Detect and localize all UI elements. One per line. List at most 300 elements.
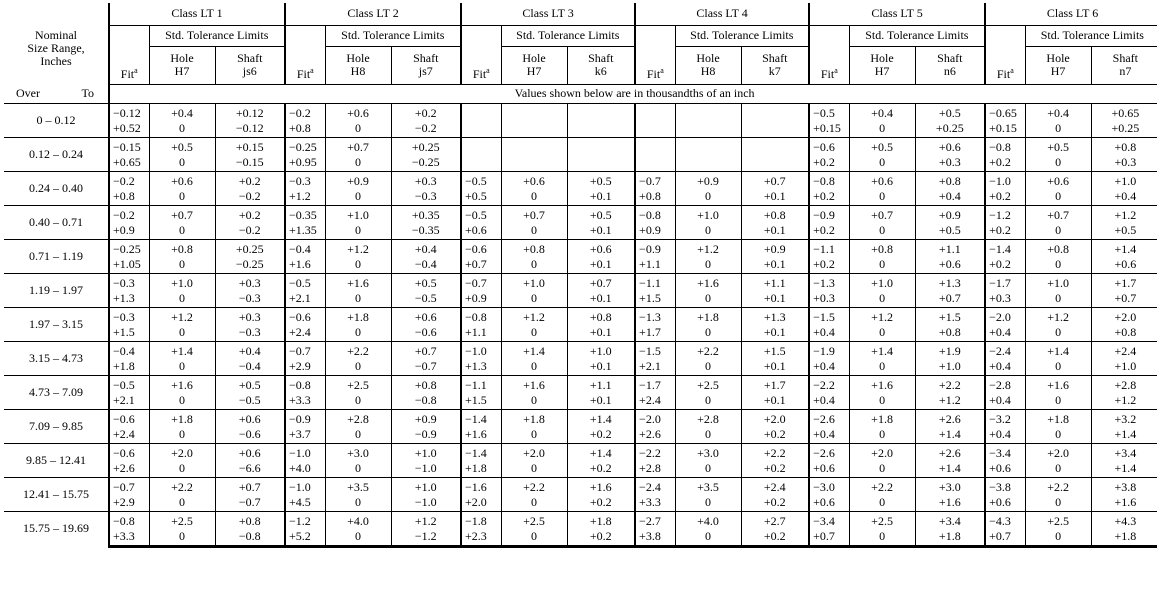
hole-cell <box>849 273 915 307</box>
upper-value <box>639 107 642 120</box>
upper-value: +1.0 <box>171 275 193 290</box>
upper-value: +2.8 <box>697 411 719 426</box>
lower-value: 0 <box>355 222 362 237</box>
hole-header-6 <box>1025 46 1091 84</box>
upper-value: +2.0 <box>1114 309 1137 324</box>
table-row <box>4 205 1157 239</box>
fit-footnote-mark: a <box>134 65 138 75</box>
lower-value: +0.4 <box>813 358 835 373</box>
upper-value: +2.0 <box>171 445 193 460</box>
lower-value: +4.5 <box>289 494 311 509</box>
size-range-cell: 0.40 – 0.71 <box>4 205 109 239</box>
hole-cell <box>325 341 391 375</box>
upper-value: +1.8 <box>523 411 545 426</box>
upper-value: +1.0 <box>414 479 437 494</box>
upper-value: +3.2 <box>1114 411 1137 426</box>
over-label: Over <box>16 85 40 100</box>
lower-value: 0 <box>179 154 185 169</box>
upper-value: +1.0 <box>871 275 893 290</box>
lower-value: +0.2 <box>763 460 786 475</box>
upper-value: +0.35 <box>411 207 440 222</box>
upper-value: −2.4 <box>639 479 661 494</box>
shaft-cell <box>915 341 985 375</box>
hole-header-5 <box>849 46 915 84</box>
hole-cell <box>1025 375 1091 409</box>
lower-value: 0 <box>179 494 185 509</box>
upper-value: −1.4 <box>465 445 487 460</box>
fit-label: Fit <box>996 66 1011 81</box>
upper-value: +1.4 <box>1047 343 1069 358</box>
shaft-cell <box>391 409 461 443</box>
lower-value: −0.25 <box>411 154 440 169</box>
upper-value: −0.2 <box>113 207 135 222</box>
upper-value <box>568 107 635 120</box>
lower-value: −0.5 <box>414 290 437 305</box>
lower-value: 0 <box>879 222 886 237</box>
hole-cell <box>149 443 215 477</box>
shaft-cell <box>567 171 635 205</box>
lower-value: +1.4 <box>1114 426 1137 441</box>
shaft-cell <box>915 375 985 409</box>
lower-value: +2.9 <box>113 494 135 509</box>
fit-cell <box>109 443 149 477</box>
size-range-cell: 0.12 – 0.24 <box>4 137 109 171</box>
lower-value: 0 <box>531 460 538 475</box>
upper-value: +0.4 <box>171 105 193 120</box>
upper-value: +1.7 <box>1114 275 1137 290</box>
lower-value: +0.5 <box>1114 222 1137 237</box>
hole-grade: H7 <box>174 64 190 78</box>
upper-value: −1.0 <box>989 173 1011 188</box>
hole-cell <box>675 239 741 273</box>
upper-value: +0.6 <box>523 173 545 188</box>
lower-value: −0.7 <box>238 494 261 509</box>
lower-value: +0.7 <box>465 256 487 271</box>
lower-value: +0.4 <box>989 358 1011 373</box>
fit-cell <box>985 239 1025 273</box>
lower-value: −0.6 <box>238 426 261 441</box>
upper-value: −0.15 <box>113 139 141 154</box>
hole-label: Hole <box>170 51 194 65</box>
units-note: Values shown below are in thousandths of an inch <box>109 84 1157 103</box>
upper-value: −2.0 <box>639 411 661 426</box>
hole-cell <box>1025 409 1091 443</box>
lower-value: 0 <box>879 358 886 373</box>
upper-value: −0.5 <box>465 207 487 222</box>
upper-value: +0.7 <box>414 343 437 358</box>
fit-cell <box>461 443 501 477</box>
upper-value: +0.8 <box>763 207 786 222</box>
lower-value: +0.8 <box>113 188 135 203</box>
lower-value: +2.3 <box>465 528 487 543</box>
fit-cell <box>285 443 325 477</box>
shaft-cell <box>391 137 461 171</box>
fit-cell <box>985 171 1025 205</box>
lower-value: +0.3 <box>1114 154 1137 169</box>
fit-cell <box>985 511 1025 546</box>
fit-cell <box>635 409 675 443</box>
fit-header-2 <box>285 25 325 84</box>
hole-cell <box>1025 477 1091 511</box>
shaft-cell <box>1091 137 1157 171</box>
fit-cell <box>461 341 501 375</box>
fit-cell <box>109 273 149 307</box>
hole-cell <box>849 477 915 511</box>
lower-value: −0.3 <box>238 290 261 305</box>
upper-value: −0.65 <box>989 105 1017 120</box>
fit-cell <box>109 205 149 239</box>
shaft-cell <box>741 341 809 375</box>
fit-label: Fit <box>472 66 487 81</box>
lower-value: +0.2 <box>989 256 1011 271</box>
lower-value <box>639 156 642 169</box>
upper-value: −1.1 <box>465 377 487 392</box>
upper-value: +2.2 <box>871 479 893 494</box>
lower-value: +3.3 <box>289 392 311 407</box>
lower-value: 0 <box>1055 324 1062 339</box>
lower-value: 0 <box>1055 528 1062 543</box>
lower-value: −0.7 <box>414 358 437 373</box>
class-header-2: Class LT 2 <box>285 3 461 25</box>
std-tolerance-header-6: Std. Tolerance Limits <box>1025 25 1157 46</box>
upper-value: +1.0 <box>347 207 369 222</box>
lower-value: −0.2 <box>414 120 437 135</box>
shaft-cell <box>1091 103 1157 137</box>
fit-cell <box>985 307 1025 341</box>
table-row <box>4 273 1157 307</box>
hole-cell <box>849 375 915 409</box>
lower-value: 0 <box>1055 188 1062 203</box>
nominal-size-line2: Size Range, <box>27 41 85 55</box>
shaft-cell <box>391 511 461 546</box>
lower-value: 0 <box>705 528 712 543</box>
lower-value: +0.4 <box>989 392 1011 407</box>
upper-value: +0.9 <box>414 411 437 426</box>
upper-value: −1.5 <box>813 309 835 324</box>
lower-value: +3.8 <box>639 528 661 543</box>
upper-value: +1.0 <box>1047 275 1069 290</box>
lower-value: +1.2 <box>289 188 311 203</box>
shaft-cell <box>391 307 461 341</box>
lower-value: +1.5 <box>639 290 661 305</box>
hole-cell <box>501 239 567 273</box>
lower-value: +0.2 <box>813 154 835 169</box>
upper-value: −0.7 <box>289 343 311 358</box>
lower-value: −0.12 <box>235 120 264 135</box>
hole-cell <box>675 375 741 409</box>
lower-value: +0.5 <box>465 188 487 203</box>
upper-value: +0.25 <box>235 241 264 256</box>
fit-cell <box>635 307 675 341</box>
hole-cell <box>501 477 567 511</box>
upper-value: −0.8 <box>639 207 661 222</box>
upper-value: −1.9 <box>813 343 835 358</box>
size-range-cell: 3.15 – 4.73 <box>4 341 109 375</box>
lower-value: +0.1 <box>589 358 612 373</box>
upper-value: −0.9 <box>289 411 311 426</box>
upper-value: +1.2 <box>523 309 545 324</box>
hole-cell <box>849 103 915 137</box>
lower-value: +0.6 <box>813 460 835 475</box>
lower-value: 0 <box>879 494 886 509</box>
shaft-cell <box>741 137 809 171</box>
lower-value: +0.2 <box>763 494 786 509</box>
lower-value: 0 <box>179 392 185 407</box>
fit-cell <box>809 511 849 546</box>
fit-cell <box>109 511 149 546</box>
fit-cell <box>285 477 325 511</box>
fit-cell <box>635 205 675 239</box>
upper-value: −3.2 <box>989 411 1011 426</box>
lower-value: 0 <box>531 392 538 407</box>
lower-value: 0 <box>705 188 712 203</box>
hole-grade: H8 <box>700 64 716 78</box>
std-tolerance-header-5: Std. Tolerance Limits <box>849 25 985 46</box>
upper-value: +1.6 <box>589 479 612 494</box>
lower-value: −0.8 <box>414 392 437 407</box>
lower-value: +0.2 <box>589 494 612 509</box>
upper-value: +0.2 <box>414 105 437 120</box>
hole-header-3 <box>501 46 567 84</box>
shaft-cell <box>915 137 985 171</box>
table-row <box>4 239 1157 273</box>
fit-cell <box>635 511 675 546</box>
shaft-cell <box>1091 443 1157 477</box>
hole-grade: H8 <box>350 64 366 78</box>
lower-value: +0.4 <box>938 188 961 203</box>
hole-cell <box>325 137 391 171</box>
shaft-cell <box>215 307 285 341</box>
hole-cell <box>149 307 215 341</box>
hole-cell <box>849 307 915 341</box>
upper-value: +1.4 <box>523 343 545 358</box>
hole-cell <box>1025 273 1091 307</box>
lower-value: +2.9 <box>289 358 311 373</box>
hole-cell <box>149 239 215 273</box>
upper-value: −0.7 <box>113 479 135 494</box>
upper-value: −0.8 <box>289 377 311 392</box>
std-tolerance-header-2: Std. Tolerance Limits <box>325 25 461 46</box>
hole-cell <box>849 409 915 443</box>
fit-cell <box>461 409 501 443</box>
upper-value: −0.4 <box>113 343 135 358</box>
fit-footnote-mark: a <box>834 65 838 75</box>
upper-value: −1.3 <box>813 275 835 290</box>
upper-value: −0.2 <box>113 173 135 188</box>
hole-cell <box>501 171 567 205</box>
hole-grade: H7 <box>526 64 542 78</box>
lower-value: 0 <box>179 256 185 271</box>
upper-value: −0.5 <box>813 105 835 120</box>
shaft-cell <box>567 205 635 239</box>
upper-value: +1.8 <box>697 309 719 324</box>
hole-cell <box>501 375 567 409</box>
lower-value: +0.2 <box>763 528 786 543</box>
lower-value: +1.6 <box>289 256 311 271</box>
upper-value: −2.2 <box>813 377 835 392</box>
upper-value: +1.0 <box>697 207 719 222</box>
fit-cell <box>285 307 325 341</box>
shaft-label: Shaft <box>413 51 439 65</box>
fit-cell <box>985 409 1025 443</box>
shaft-grade: n6 <box>943 64 956 78</box>
lower-value: −0.15 <box>235 154 264 169</box>
lower-value: +2.1 <box>639 358 661 373</box>
upper-value: +1.6 <box>1047 377 1069 392</box>
hole-cell <box>1025 137 1091 171</box>
shaft-cell <box>915 409 985 443</box>
lower-value: +0.4 <box>989 426 1011 441</box>
lower-value: +0.1 <box>763 392 786 407</box>
hole-cell <box>501 137 567 171</box>
class-header-5: Class LT 5 <box>809 3 985 25</box>
hole-header-1 <box>149 46 215 84</box>
lower-value: 0 <box>355 324 362 339</box>
lower-value: −0.4 <box>414 256 437 271</box>
upper-value: +0.5 <box>238 377 261 392</box>
upper-value: −0.3 <box>289 173 311 188</box>
nominal-size-header <box>4 3 109 84</box>
fit-cell <box>635 273 675 307</box>
lower-value: +1.2 <box>1114 392 1137 407</box>
lower-value: 0 <box>355 392 362 407</box>
upper-value: +2.2 <box>171 479 193 494</box>
fit-cell <box>809 239 849 273</box>
lower-value: +1.1 <box>639 256 661 271</box>
lower-value: 0 <box>1055 392 1062 407</box>
hole-cell <box>675 307 741 341</box>
upper-value: +1.6 <box>697 275 719 290</box>
lower-value: +0.1 <box>589 188 612 203</box>
lower-value: +0.2 <box>813 188 835 203</box>
lower-value: +1.4 <box>1114 460 1137 475</box>
upper-value: −2.7 <box>639 513 661 528</box>
upper-value: +3.5 <box>347 479 369 494</box>
shaft-cell <box>215 205 285 239</box>
class-header-4: Class LT 4 <box>635 3 809 25</box>
hole-cell <box>675 477 741 511</box>
shaft-cell <box>391 273 461 307</box>
upper-value: +0.6 <box>171 173 193 188</box>
upper-value: −1.2 <box>989 207 1011 222</box>
shaft-cell <box>391 205 461 239</box>
upper-value: −0.6 <box>813 139 835 154</box>
upper-value: +1.6 <box>347 275 369 290</box>
upper-value: −0.5 <box>113 377 135 392</box>
fit-cell <box>985 103 1025 137</box>
lower-value <box>502 156 567 169</box>
shaft-cell <box>215 409 285 443</box>
lower-value: +0.25 <box>1111 120 1140 135</box>
lower-value: −0.35 <box>411 222 440 237</box>
hole-cell <box>1025 307 1091 341</box>
upper-value: +0.5 <box>938 105 961 120</box>
shaft-cell <box>567 239 635 273</box>
upper-value: +1.0 <box>414 445 437 460</box>
upper-value: +0.4 <box>1047 105 1069 120</box>
upper-value: +1.2 <box>697 241 719 256</box>
size-range-cell: 0.71 – 1.19 <box>4 239 109 273</box>
fit-label: Fit <box>120 66 135 81</box>
lower-value: +0.6 <box>813 494 835 509</box>
hole-cell <box>849 205 915 239</box>
fit-cell <box>461 171 501 205</box>
lower-value: 0 <box>1055 256 1062 271</box>
lower-value: +0.2 <box>989 154 1011 169</box>
upper-value <box>465 141 468 154</box>
nominal-size-line3: Inches <box>40 54 72 68</box>
fit-cell <box>285 341 325 375</box>
shaft-header-3 <box>567 46 635 84</box>
shaft-cell <box>741 443 809 477</box>
lower-value: 0 <box>879 392 886 407</box>
upper-value: +0.7 <box>171 207 193 222</box>
hole-cell <box>501 511 567 546</box>
lower-value: +0.8 <box>1114 324 1137 339</box>
fit-cell <box>985 205 1025 239</box>
lower-value: 0 <box>179 120 185 135</box>
hole-cell <box>849 341 915 375</box>
fit-cell <box>985 137 1025 171</box>
table-row <box>4 341 1157 375</box>
upper-value: +0.4 <box>871 105 893 120</box>
lower-value: +0.2 <box>989 222 1011 237</box>
fit-cell <box>809 341 849 375</box>
lower-value: 0 <box>1055 222 1062 237</box>
lower-value: +0.6 <box>465 222 487 237</box>
upper-value: +2.8 <box>1114 377 1137 392</box>
lower-value: 0 <box>879 188 886 203</box>
upper-value: −0.12 <box>113 105 141 120</box>
upper-value: +0.4 <box>414 241 437 256</box>
shaft-cell <box>741 103 809 137</box>
fit-cell <box>109 239 149 273</box>
fit-label: Fit <box>820 66 835 81</box>
upper-value <box>639 141 642 154</box>
upper-value: +1.8 <box>871 411 893 426</box>
hole-cell <box>1025 239 1091 273</box>
upper-value: −0.8 <box>465 309 487 324</box>
hole-label: Hole <box>870 51 894 65</box>
fit-cell <box>985 375 1025 409</box>
lower-value: +0.4 <box>1114 188 1137 203</box>
shaft-header-1 <box>215 46 285 84</box>
hole-cell <box>501 307 567 341</box>
lower-value: +0.4 <box>813 392 835 407</box>
std-tolerance-header-1: Std. Tolerance Limits <box>149 25 285 46</box>
upper-value: +2.6 <box>938 445 961 460</box>
fit-cell <box>285 171 325 205</box>
lower-value: +0.1 <box>589 222 612 237</box>
shaft-header-6 <box>1091 46 1157 84</box>
upper-value: +1.2 <box>1114 207 1137 222</box>
hole-cell <box>675 511 741 546</box>
upper-value: +1.9 <box>938 343 961 358</box>
upper-value <box>568 141 635 154</box>
lower-value: +0.1 <box>763 188 786 203</box>
fit-cell <box>809 375 849 409</box>
lower-value: +0.1 <box>589 256 612 271</box>
shaft-cell <box>391 477 461 511</box>
upper-value: +1.7 <box>763 377 786 392</box>
upper-value: +0.7 <box>871 207 893 222</box>
shaft-grade: k6 <box>594 64 607 78</box>
upper-value: −0.6 <box>465 241 487 256</box>
upper-value: +3.8 <box>1114 479 1137 494</box>
lower-value: +0.7 <box>1114 290 1137 305</box>
lower-value: −0.6 <box>414 324 437 339</box>
lower-value: −0.5 <box>238 392 261 407</box>
